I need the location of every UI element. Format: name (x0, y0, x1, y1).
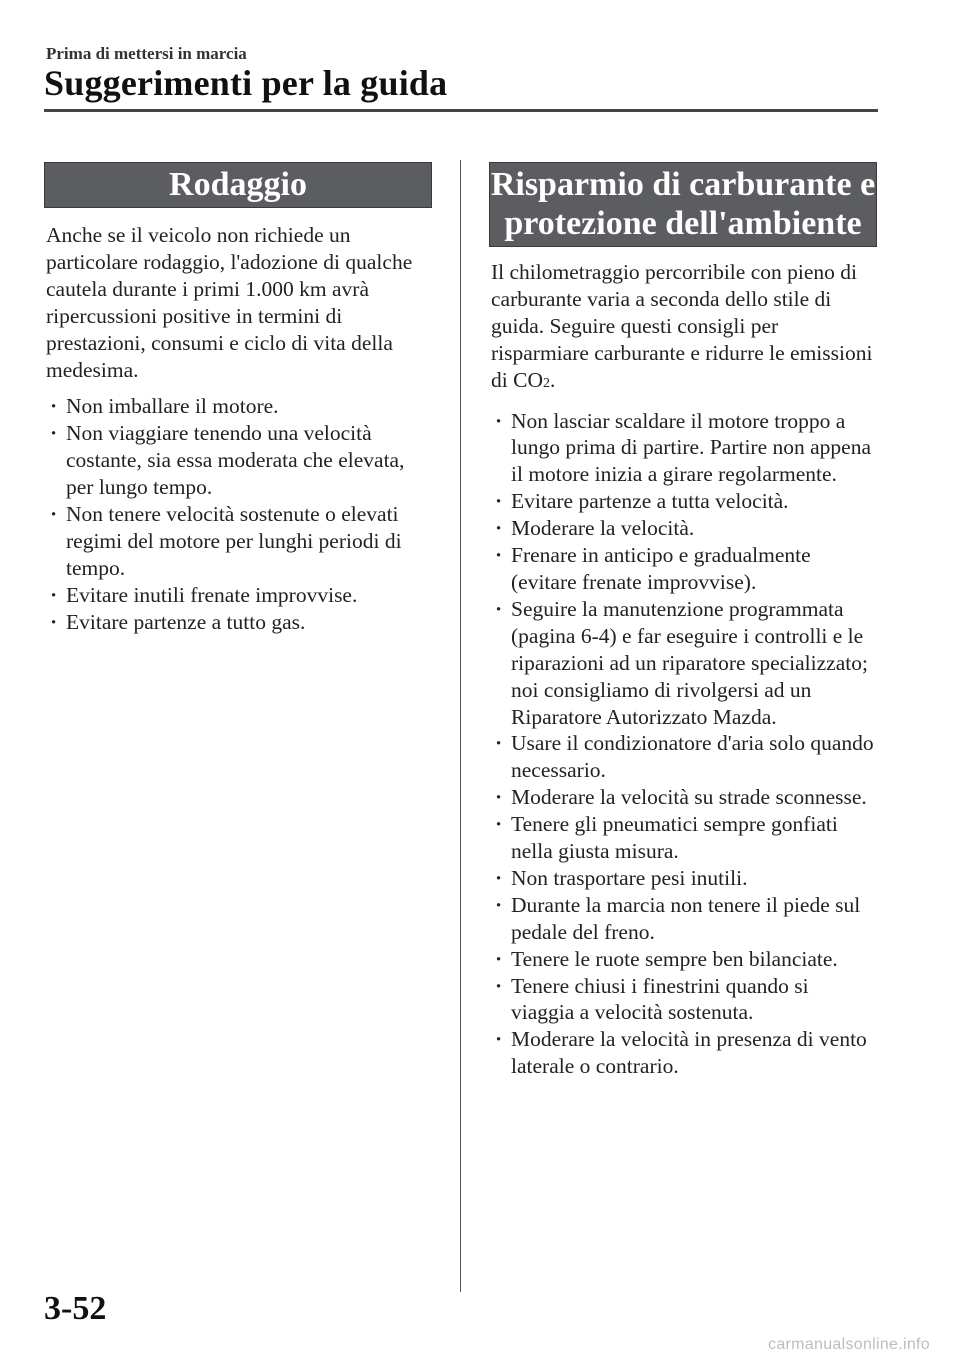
list-item-text: Moderare la velocità su strade sconnesse. (511, 785, 867, 810)
list-item (46, 501, 432, 582)
bullet-icon: · (495, 973, 503, 998)
list-item-text: Tenere le ruote sempre ben bilanciate. (511, 946, 838, 971)
list-item-text: Evitare inutili frenate improvvise. (66, 582, 358, 607)
bullet-icon: · (50, 502, 58, 527)
bullet-icon: · (50, 394, 58, 419)
bullet-icon: · (495, 812, 503, 837)
list-item-text: Seguire la manutenzione programmata (pagina 6-4) e far eseguire i controlli e le riparazioni ad un riparatore specializzato; noi consigliamo di rivolgersi ad un Riparatore Autorizzato Mazda. (511, 596, 868, 729)
list-item-text: Frenare in anticipo e gradualmente (evitare frenate improvvise). (511, 543, 811, 594)
co2-subscript: 2 (542, 375, 550, 391)
bullet-icon: · (495, 408, 503, 433)
list-item-text: Evitare partenze a tutto gas. (66, 609, 306, 634)
intro-end: . (549, 367, 556, 392)
list-item-text: Non imballare il motore. (66, 394, 279, 419)
breadcrumb: Prima di mettersi in marcia (46, 44, 247, 63)
list-item (491, 542, 877, 596)
column-divider (460, 160, 461, 1292)
list-item-text: Non viaggiare tenendo una velocità costante, sia essa moderata che elevata, per lungo tempo. (66, 421, 405, 500)
bullet-icon: · (495, 1027, 503, 1052)
watermark: carmanualsonline.info (768, 1336, 930, 1353)
bullet-icon: · (50, 421, 58, 446)
list-item (491, 811, 877, 865)
tips-list-risparmio (489, 408, 877, 1081)
list-item-text: Usare il condizionatore d'aria solo quando necessario. (511, 731, 874, 783)
section-risparmio (489, 162, 877, 1080)
list-item-text: Non tenere velocità sostenute o elevati regimi del motore per lunghi periodi di tempo. (66, 502, 402, 580)
bullet-icon: · (495, 596, 503, 621)
list-item (491, 408, 877, 489)
list-item (46, 609, 432, 636)
list-item-text: Tenere gli pneumatici sempre gonfiati nella giusta misura. (511, 812, 838, 864)
list-item (491, 865, 877, 892)
list-item (491, 515, 877, 542)
bullet-icon: · (495, 489, 503, 514)
bullet-icon: · (495, 865, 503, 890)
section-heading-rodaggio: Rodaggio (44, 162, 432, 208)
page-title: Suggerimenti per la guida (44, 63, 448, 103)
list-item (491, 596, 877, 731)
list-item (491, 730, 877, 784)
list-item (491, 1026, 877, 1080)
section-intro-rodaggio: Anche se il veicolo non richiede un particolare rodaggio, l'adozione di qualche cautela durante i primi 1.000 km avrà ripercussioni positive in termini di prestazioni, consumi e ciclo di vita della medesima. (46, 223, 413, 382)
list-item (491, 892, 877, 946)
section-rodaggio (44, 162, 432, 636)
intro-text: Il chilometraggio percorribile con pieno di carburante varia a seconda dello stile di guida. Seguire questi consigli per risparmiare carburante e ridurre le emissioni di CO (491, 260, 873, 392)
tips-list-rodaggio (44, 393, 432, 635)
list-item (491, 946, 877, 973)
page-number: 3-52 (44, 1290, 107, 1327)
list-item-text: Evitare partenze a tutta velocità. (511, 489, 789, 514)
bullet-icon: · (50, 582, 58, 607)
list-item-text: Durante la marcia non tenere il piede sul pedale del freno. (511, 892, 861, 944)
list-item-text: Moderare la velocità. (511, 516, 695, 541)
bullet-icon: · (495, 892, 503, 917)
list-item (46, 393, 432, 420)
bullet-icon: · (495, 516, 503, 541)
list-item (46, 582, 432, 609)
section-intro-risparmio (491, 259, 877, 398)
title-divider (44, 109, 878, 112)
list-item-text: Non lasciar scaldare il motore troppo a lungo prima di partire. Partire non appena il motore inizia a girare regolarmente. (511, 408, 872, 487)
bullet-icon: · (495, 946, 503, 971)
bullet-icon: · (495, 785, 503, 810)
list-item-text: Non trasportare pesi inutili. (511, 865, 748, 890)
bullet-icon: · (495, 543, 503, 568)
list-item-text: Tenere chiusi i finestrini quando si viaggia a velocità sostenuta. (511, 973, 809, 1025)
bullet-icon: · (50, 609, 58, 634)
list-item (491, 488, 877, 515)
list-item (491, 973, 877, 1027)
bullet-icon: · (495, 731, 503, 756)
list-item (46, 420, 432, 501)
list-item (491, 784, 877, 811)
list-item-text: Moderare la velocità in presenza di vento laterale o contrario. (511, 1027, 867, 1079)
section-heading-risparmio: Risparmio di carburante e protezione dell'ambiente (489, 162, 877, 247)
